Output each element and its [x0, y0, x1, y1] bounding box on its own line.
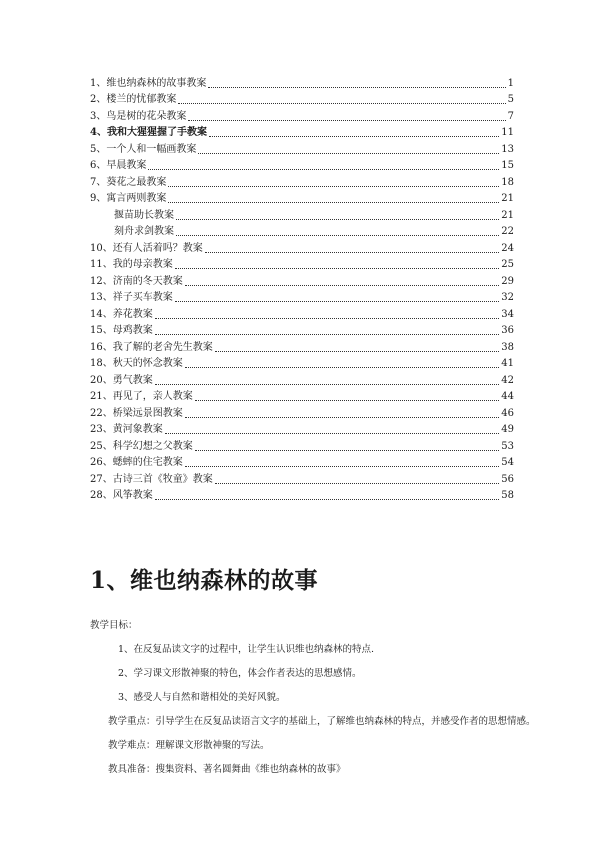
toc-entry-page-number: 41: [501, 358, 514, 369]
toc-entry-page-number: 15: [501, 160, 514, 171]
toc-entry[interactable]: [90, 486, 514, 503]
toc-entry-page-number: 1: [507, 77, 514, 89]
teaching-goals-label: 教学目标：: [90, 620, 138, 631]
toc-entry-page-number: 53: [501, 440, 514, 452]
toc-entry[interactable]: [90, 222, 514, 239]
toc-entry-title: 12、济南的冬天教案: [90, 275, 183, 287]
toc-entry-title: 9、寓言两则教案: [90, 193, 167, 204]
toc-entry[interactable]: [90, 453, 514, 470]
toc-entry-title: 刻舟求剑教案: [114, 226, 174, 237]
toc-entry-title: 14、养花教案: [90, 308, 153, 320]
toc-entry-page-number: 25: [501, 259, 514, 270]
toc-entry-page-number: 29: [501, 275, 514, 287]
toc-entry[interactable]: [90, 172, 514, 189]
toc-entry-title: 10、还有人活着吗？教案: [90, 242, 203, 254]
toc-entry[interactable]: [90, 337, 514, 354]
toc-entry-title: 16、我了解的老舍先生教案: [90, 341, 213, 353]
toc-entry-page-number: 36: [501, 325, 514, 336]
toc-entry-title: 22、桥梁远景图教案: [90, 407, 183, 419]
toc-entry-title: 18、秋天的怀念教案: [90, 358, 183, 369]
toc-entry-page-number: 24: [501, 242, 514, 254]
toc-entry-title: 25、科学幻想之父教案: [90, 440, 193, 452]
toc-entry[interactable]: [90, 156, 514, 173]
toc-entry-title: 28、风筝教案: [90, 490, 153, 501]
toc-dot-leader: [185, 466, 500, 467]
toc-entry-page-number: 21: [501, 193, 514, 204]
toc-entry[interactable]: [90, 436, 514, 453]
toc-entry-page-number: 21: [501, 209, 514, 221]
toc-entry-title: 4、我和大猩猩握了手教案: [90, 127, 207, 138]
toc-entry[interactable]: [90, 255, 514, 272]
toc-entry-page-number: 49: [501, 424, 514, 435]
toc-dot-leader: [208, 87, 505, 88]
toc-entry[interactable]: [90, 139, 514, 156]
toc-entry-title: 揠苗助长教案: [114, 209, 174, 221]
toc-entry-page-number: 46: [501, 407, 514, 419]
toc-dot-leader: [148, 169, 499, 170]
toc-dot-leader: [215, 351, 500, 352]
toc-entry[interactable]: [90, 370, 514, 387]
toc-entry[interactable]: [90, 321, 514, 338]
toc-dot-leader: [176, 219, 499, 220]
toc-dot-leader: [195, 400, 500, 401]
toc-entry-page-number: 13: [501, 143, 514, 155]
toc-dot-leader: [185, 367, 500, 368]
toc-entry-title: 11、我的母亲教案: [90, 259, 173, 270]
toc-entry-page-number: 38: [501, 341, 514, 353]
teaching-goal-2: 2、学习课文形散神聚的特色，体会作者表达的思想感情。: [118, 668, 362, 679]
toc-entry[interactable]: [90, 354, 514, 371]
toc-entry-page-number: 7: [507, 110, 514, 122]
toc-entry-title: 1、维也纳森林的故事教案: [90, 77, 207, 89]
toc-entry[interactable]: [90, 304, 514, 321]
toc-entry-page-number: 34: [501, 308, 514, 320]
toc-entry-title: 23、黄河象教案: [90, 424, 163, 435]
toc-dot-leader: [155, 334, 500, 335]
toc-dot-leader: [176, 235, 499, 236]
toc-entry-title: 5、一个人和一幅画教案: [90, 143, 197, 155]
toc-entry[interactable]: [90, 73, 514, 90]
toc-entry-page-number: 44: [501, 391, 514, 402]
toc-entry-page-number: 22: [501, 226, 514, 237]
teaching-goal-3: 3、感受人与自然和谐相处的美好风貌。: [118, 692, 286, 703]
toc-dot-leader: [155, 384, 500, 385]
teaching-goal-1: 1、在反复品读文字的过程中，让学生认识维也纳森林的特点.: [118, 644, 375, 655]
toc-dot-leader: [168, 202, 499, 203]
toc-entry-page-number: 42: [501, 374, 514, 386]
toc-entry-page-number: 54: [501, 457, 514, 468]
toc-entry[interactable]: [90, 387, 514, 404]
toc-dot-leader: [188, 120, 505, 121]
toc-entry-title: 7、葵花之最教案: [90, 176, 167, 188]
toc-entry[interactable]: [90, 189, 514, 206]
toc-dot-leader: [209, 136, 499, 137]
toc-dot-leader: [155, 318, 500, 319]
toc-dot-leader: [205, 252, 500, 253]
lesson-title: 1、维也纳森林的故事: [90, 567, 319, 594]
toc-entry-page-number: 32: [501, 292, 514, 303]
toc-entry-page-number: 5: [507, 94, 514, 105]
toc-entry-title: 3、鸟是树的花朵教案: [90, 110, 187, 122]
toc-entry-page-number: 58: [501, 490, 514, 501]
toc-entry[interactable]: [90, 403, 514, 420]
toc-entry[interactable]: [90, 106, 514, 123]
toc-entry[interactable]: [90, 90, 514, 107]
toc-dot-leader: [198, 153, 499, 154]
toc-entry-page-number: 11: [501, 127, 514, 138]
toc-entry-title: 27、古诗三首《牧童》教案: [90, 473, 213, 485]
toc-dot-leader: [195, 450, 500, 451]
toc-entry-title: 21、再见了，亲人教案: [90, 391, 193, 402]
teaching-materials: 教具准备：搜集资料、著名圆舞曲《维也纳森林的故事》: [108, 764, 346, 775]
toc-dot-leader: [175, 268, 500, 269]
toc-entry[interactable]: [90, 123, 514, 140]
toc-dot-leader: [155, 499, 500, 500]
toc-dot-leader: [175, 301, 500, 302]
toc-entry[interactable]: [90, 205, 514, 222]
toc-entry[interactable]: [90, 469, 514, 486]
toc-dot-leader: [178, 103, 505, 104]
teaching-difficulty: 教学难点：理解课文形散神聚的写法。: [108, 740, 270, 751]
toc-entry[interactable]: [90, 420, 514, 437]
table-of-contents: [90, 73, 514, 502]
teaching-key-points: 教学重点：引导学生在反复品读语言文字的基础上，了解维也纳森林的特点，并感受作者的思想情感。: [108, 716, 536, 727]
toc-entry-title: 15、母鸡教案: [90, 325, 153, 336]
toc-entry[interactable]: [90, 271, 514, 288]
toc-dot-leader: [165, 433, 500, 434]
toc-entry-title: 6、早晨教案: [90, 160, 147, 171]
toc-entry[interactable]: [90, 288, 514, 305]
toc-entry-title: 13、祥子买车教案: [90, 292, 173, 303]
toc-dot-leader: [215, 483, 500, 484]
toc-entry-title: 20、勇气教案: [90, 374, 153, 386]
toc-entry-title: 2、楼兰的忧郁教案: [90, 94, 177, 105]
toc-dot-leader: [168, 186, 499, 187]
toc-dot-leader: [185, 417, 500, 418]
toc-dot-leader: [185, 285, 500, 286]
toc-entry-page-number: 56: [501, 473, 514, 485]
toc-entry[interactable]: [90, 238, 514, 255]
toc-entry-page-number: 18: [501, 176, 514, 188]
toc-entry-title: 26、蟋蟀的住宅教案: [90, 457, 183, 468]
